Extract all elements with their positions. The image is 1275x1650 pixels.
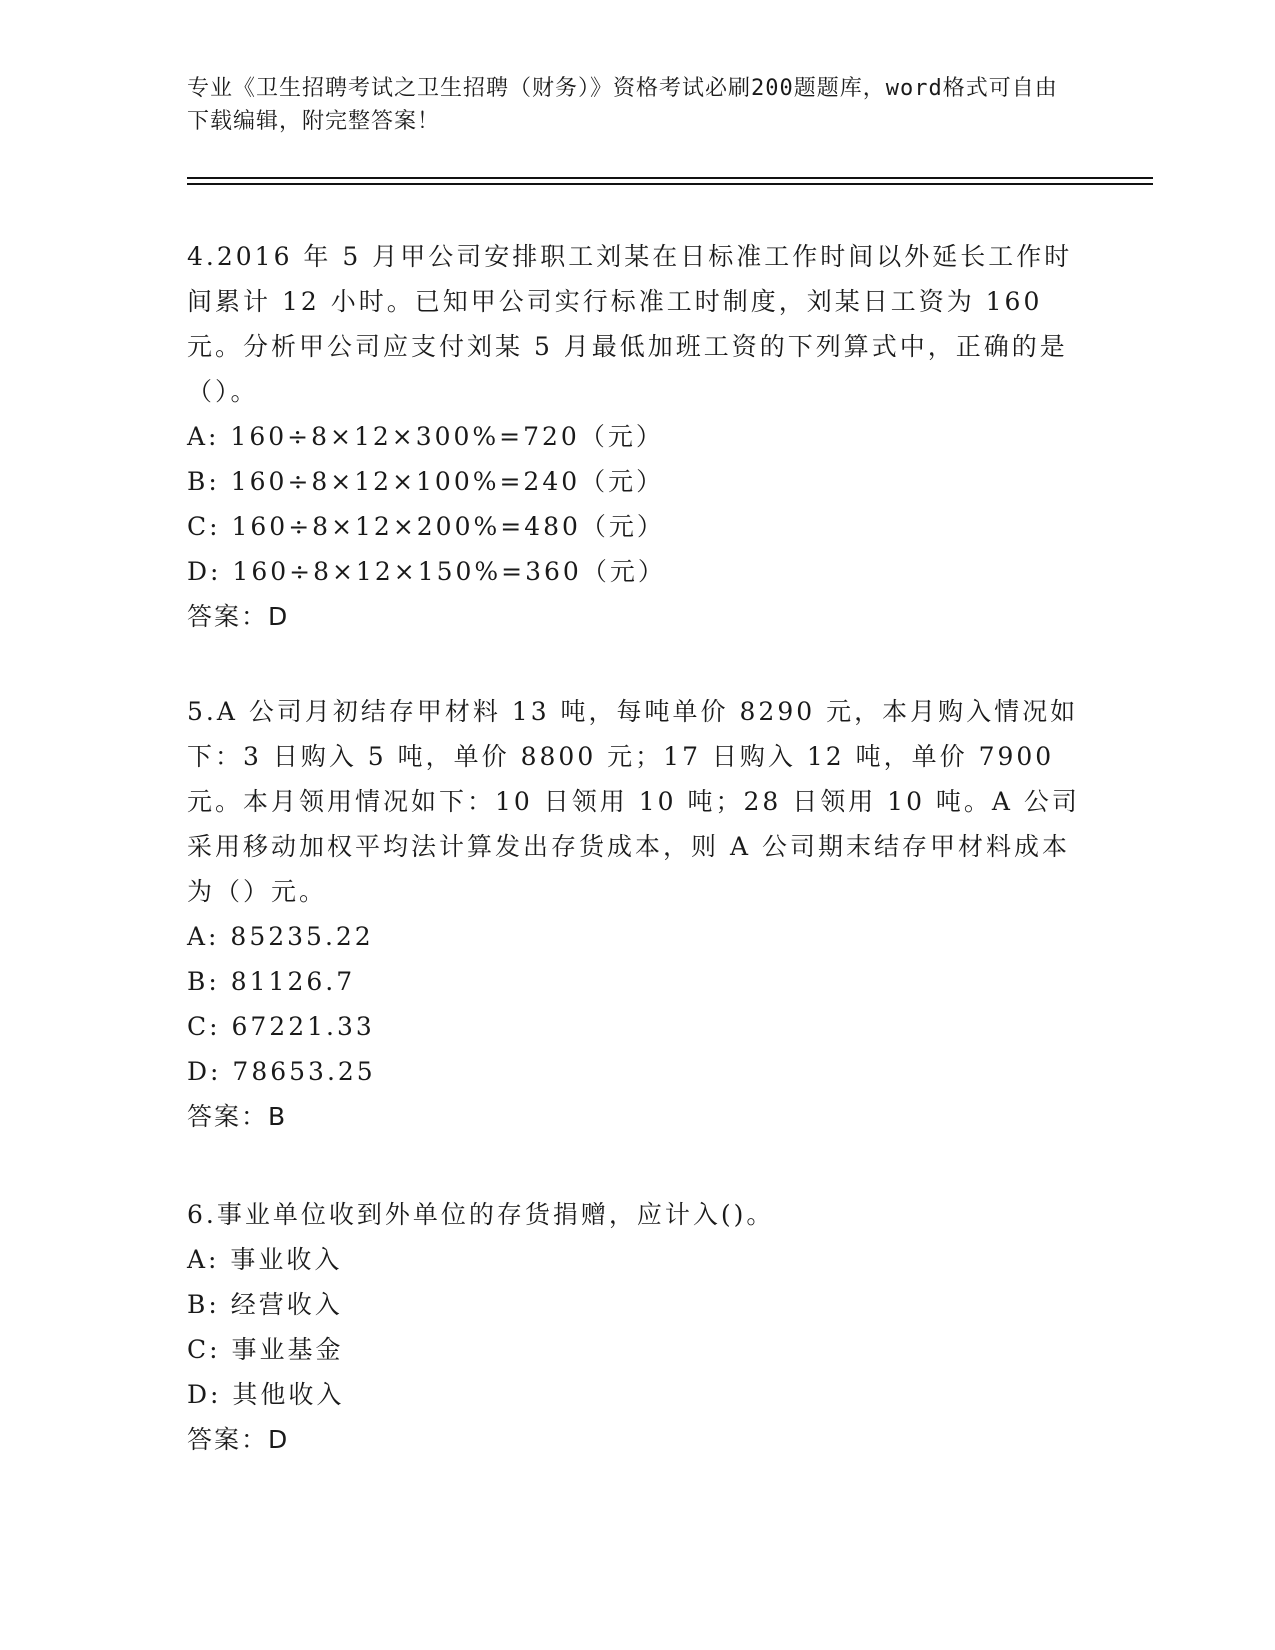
- option-d: D: 78653.25: [187, 1057, 376, 1086]
- answer: 答案：D: [187, 1425, 290, 1454]
- answer: 答案：B: [187, 1102, 288, 1131]
- option-d: D: 160÷8×12×150%=360（元）: [187, 557, 666, 586]
- header-divider-bottom: [187, 183, 1153, 185]
- question-stem: 4.2016 年 5 月甲公司安排职工刘某在日标准工作时间以外延长工作时间累计 12 小时。已知甲公司实行标准工时制度，刘某日工资为 160 元。分析甲公司应支付刘某 5 月最低加班工资的下列算式中，正确的是（）。: [187, 242, 1073, 406]
- question-6: [187, 1192, 1087, 1462]
- question-stem: 5.A 公司月初结存甲材料 13 吨，每吨单价 8290 元，本月购入情况如下：3 日购入 5 吨，单价 8800 元；17 日购入 12 吨，单价 7900 元。本月领用情况如下：10 日领用 10 吨；28 日领用 10 吨。A 公司采用移动加权平均法计算发出存货成本，则 A 公司期末结存甲材料成本为（）元。: [187, 697, 1080, 906]
- option-c: C: 67221.33: [187, 1012, 375, 1041]
- option-c: C: 160÷8×12×200%=480（元）: [187, 512, 665, 541]
- option-a: A: 85235.22: [187, 922, 374, 951]
- option-a: A: 160÷8×12×300%=720（元）: [187, 422, 664, 451]
- option-b: B: 160÷8×12×100%=240（元）: [187, 467, 665, 496]
- question-stem: 6.事业单位收到外单位的存货捐赠，应计入()。: [187, 1200, 775, 1229]
- question-5: [187, 689, 1087, 1139]
- option-d: D: 其他收入: [187, 1380, 345, 1409]
- header-divider-top: [187, 177, 1153, 179]
- option-c: C: 事业基金: [187, 1335, 344, 1364]
- option-b: B: 经营收入: [187, 1290, 343, 1319]
- document-header: 专业《卫生招聘考试之卫生招聘（财务）》资格考试必刷200题题库，word格式可自由下载编辑，附完整答案！: [187, 76, 1058, 134]
- question-4: [187, 234, 1087, 639]
- option-a: A: 事业收入: [187, 1245, 343, 1274]
- answer: 答案：D: [187, 602, 290, 631]
- option-b: B: 81126.7: [187, 967, 356, 996]
